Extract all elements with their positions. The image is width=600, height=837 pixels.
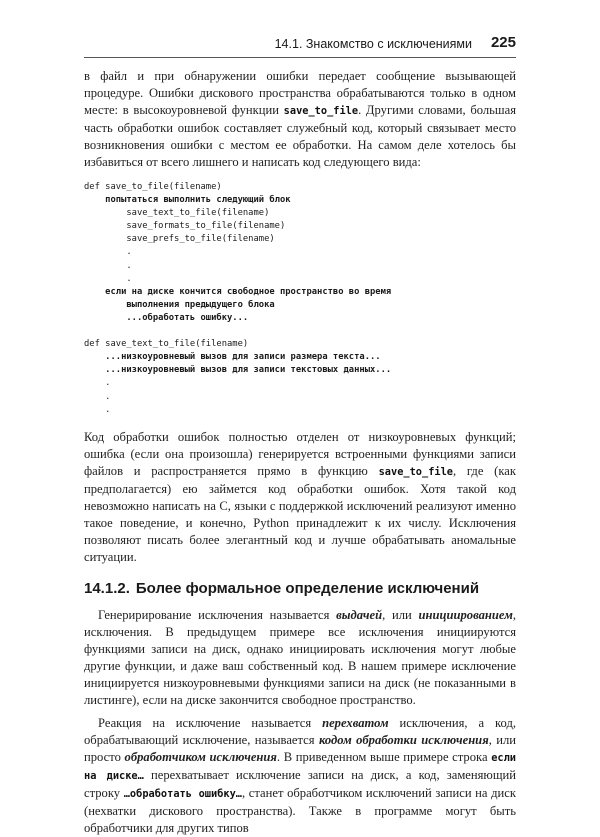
page-body: [84, 68, 516, 837]
emphasis-term: перехватом: [322, 715, 389, 730]
code-line: save_text_to_file(filename): [84, 208, 270, 219]
code-line: .: [84, 247, 132, 258]
paragraph-text: , или просто: [84, 732, 517, 764]
paragraph-text: . В приведенном выше примере строка: [276, 749, 492, 764]
code-line: .: [84, 404, 111, 415]
emphasis-term: обработчиком исключения: [124, 749, 277, 764]
code-line: ...низкоуровневый вызов для записи размера текста...: [84, 352, 381, 363]
code-line: ...низкоуровневый вызов для записи текстовых данных...: [84, 365, 392, 376]
inline-code: …обработать ошибку…: [123, 787, 242, 800]
section-heading: [84, 580, 516, 597]
running-header: [84, 34, 516, 54]
paragraph-text: в файл и при обнаружении ошибки передает сообщение вызывающей процедуре. Ошибки дискового пространства обрабатываются только в одном месте: в высокоуровневой функции: [84, 69, 516, 117]
inline-code: если на диске…: [84, 751, 516, 782]
paragraph-text: Генеририрование исключения называется: [98, 607, 337, 622]
code-line: .: [84, 378, 111, 389]
paragraph-text: , станет обработчиком исключений записи на диск (нехватки дискового пространства). Также в программе могут быть обработчики для других типов: [84, 785, 516, 835]
paragraph-raising: [84, 607, 516, 709]
paragraph-text: , исключения. В предыдущем примере все исключения инициируются функциями записи на диск, однако инициировать исключения могут любые другие функции, и даже ваш собственный код. В нашем примере исключение инициируется низкоуровневыми функциями записи на диск (не показанными в листинге), если на диске закончится свободное пространство.: [84, 607, 516, 707]
code-line: save_formats_to_file(filename): [84, 221, 286, 232]
paragraph-text: Реакция на исключение называется: [98, 715, 323, 730]
code-listing: [84, 181, 516, 417]
emphasis-term: инициированием: [418, 607, 513, 622]
section-title: Более формальное определение исключений: [135, 579, 480, 597]
inline-code: save_to_file: [283, 105, 359, 117]
inline-code: save_to_file: [378, 465, 453, 478]
paragraph-text: Код обработки ошибок полностью отделен от низкоуровневых функций; ошибка (если она произошла) генерируется встроенными функциями записи файлов и распространяется прямо в функцию: [84, 429, 516, 478]
code-line: .: [84, 391, 111, 402]
paragraph-text: . Другими словами, большая часть обработки ошибок составляет служебный код, который связывает место возникновения ошибки с местом ее обработки. На самом деле хотелось бы избавиться от всего лишнего и написать код следующего вида:: [84, 103, 516, 169]
paragraph-text: исключения, а код, обрабатывающий исключение, называется: [84, 715, 516, 747]
code-line: выполнения предыдущего блока: [84, 299, 275, 310]
header-rule: [84, 57, 516, 58]
code-line: попытаться выполнить следующий блок: [84, 195, 291, 206]
paragraph-error-handling: [84, 429, 516, 566]
emphasis-term: выдачей: [336, 607, 383, 622]
code-line: .: [84, 273, 132, 284]
code-line: def save_text_to_file(filename): [84, 339, 249, 350]
paragraph-text: перехватывает исключение записи на диск, а код, заменяющий строку: [84, 767, 517, 800]
paragraph-intro: [84, 68, 516, 171]
running-header-title: 14.1. Знакомство с исключениями: [274, 37, 472, 51]
code-line: def save_to_file(filename): [84, 182, 222, 192]
code-line: если на диске кончится свободное пространство во время: [84, 286, 392, 297]
code-line: .: [84, 260, 132, 271]
section-number: 14.1.2.: [84, 579, 130, 597]
page-number: 225: [490, 34, 516, 51]
code-line: ...обработать ошибку...: [84, 312, 249, 323]
code-line: save_prefs_to_file(filename): [84, 234, 275, 245]
emphasis-term: кодом обработки исключения: [318, 732, 489, 747]
paragraph-text: , или: [382, 607, 419, 622]
paragraph-text: , где (как предполагается) ею займется код обработки ошибок. Хотя такой код невозможно написать на C, языки с поддержкой исключений реализуют именно такое поведение, и конечно, Python принадлежит к их числу. Исключения позволяют писать более элегантный код и лучше обрабатывать аномальные ситуации.: [84, 463, 517, 564]
paragraph-catching: [84, 715, 516, 837]
